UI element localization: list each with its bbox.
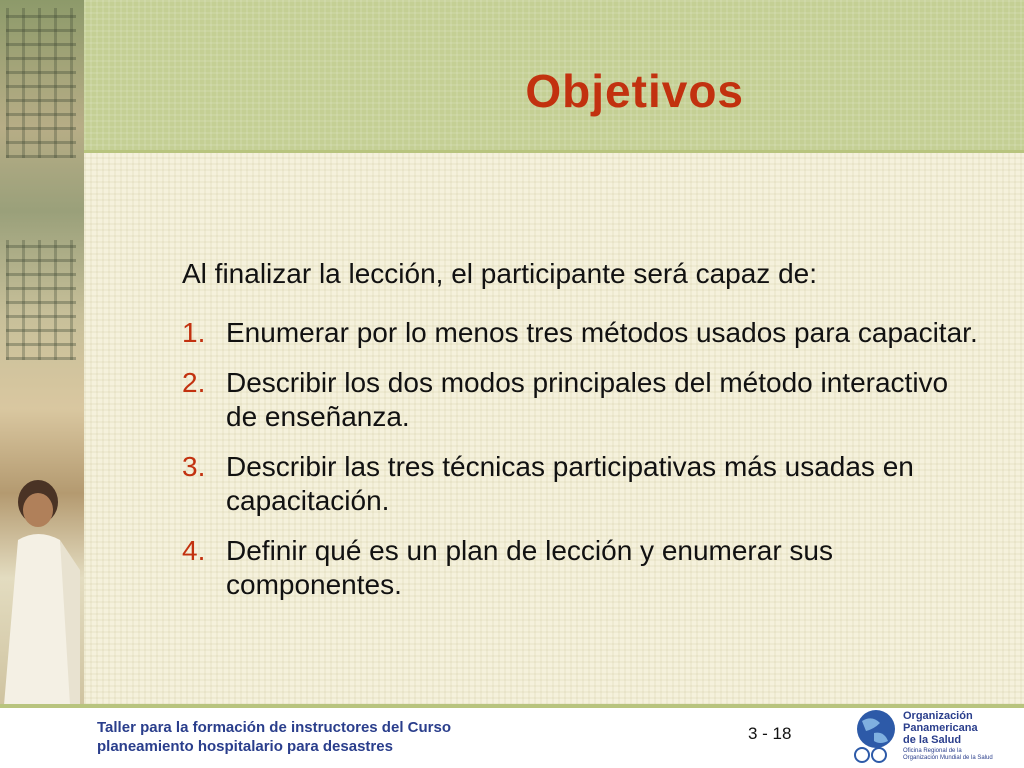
course-line-1: Taller para la formación de instructores del Curso	[97, 719, 451, 736]
intro-text: Al finalizar la lección, el participante será capaz de:	[182, 258, 818, 289]
page-number: 3 - 18	[748, 724, 792, 743]
org-sub-line: Oficina Regional de la	[903, 748, 962, 754]
org-name-line: de la Salud	[903, 734, 962, 746]
objective-item	[182, 366, 982, 434]
objective-number: 4.	[182, 535, 206, 566]
nurse-photo	[4, 480, 80, 705]
objective-text: Describir los dos modos principales del método interactivo de enseñanza.	[226, 367, 949, 432]
objective-item	[182, 534, 982, 602]
hospital-photo	[6, 240, 76, 360]
paho-logo-icon	[852, 709, 900, 763]
course-line-2: planeamiento hospitalario para desastres	[97, 738, 393, 755]
org-sub-line: Organización Mundial de la Salud	[903, 755, 993, 761]
objective-text: Enumerar por lo menos tres métodos usados para capacitar.	[226, 317, 978, 348]
objective-item	[182, 450, 982, 518]
objective-text: Definir qué es un plan de lección y enumerar sus componentes.	[226, 535, 834, 600]
course-name	[97, 718, 451, 756]
objective-item	[182, 316, 982, 350]
building-photo	[6, 8, 76, 158]
objective-text: Describir las tres técnicas participativas más usadas en capacitación.	[226, 451, 914, 516]
org-name-line: Organización	[903, 710, 973, 722]
org-subtitle	[903, 748, 993, 762]
objective-number: 2.	[182, 367, 206, 398]
objectives-list	[182, 316, 982, 618]
org-name-line: Panamericana	[903, 722, 978, 734]
slide-title: Objetivos	[525, 65, 744, 117]
left-photo-strip	[0, 0, 84, 705]
objective-number: 1.	[182, 317, 206, 348]
objective-number: 3.	[182, 451, 206, 482]
org-name	[903, 710, 978, 746]
